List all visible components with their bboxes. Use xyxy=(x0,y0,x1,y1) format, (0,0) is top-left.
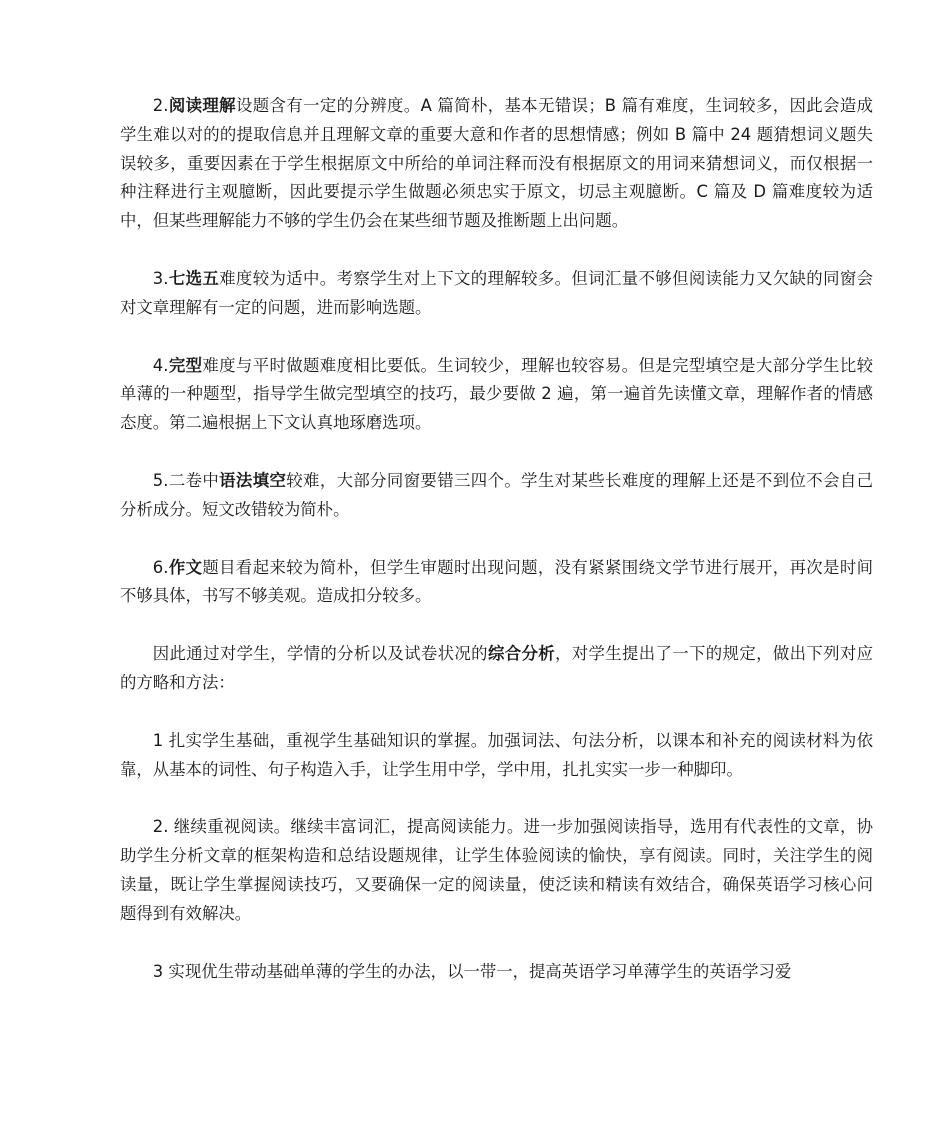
paragraph-gap xyxy=(120,236,873,265)
paragraph-number: 2. xyxy=(152,96,169,115)
paragraph-gap xyxy=(120,525,873,554)
paragraph-text: 较难，大部分同窗要错三四个。学生对某些长难度的理解上还是不到位不会自己分析成分。短文改错较为简朴。 xyxy=(120,470,874,519)
paragraph-number: 6. xyxy=(152,557,169,577)
bold-term: 完型 xyxy=(168,355,203,375)
paragraph-text: 难度较为适中。考察学生对上下文的理解较多。但词汇量不够但阅读能力又欠缺的同窗会对文章理解有一定的问题，进而影响选题。 xyxy=(120,268,874,317)
paragraph-text: 题目看起来较为简朴，但学生审题时出现问题，没有紧紧围绕文学节进行展开，再次是时间不够具体，书写不够美观。造成扣分较多。 xyxy=(120,557,873,606)
paragraph-number: 5.二卷中 xyxy=(152,470,220,490)
bold-term: 综合分析 xyxy=(487,644,555,664)
paragraph-cloze xyxy=(120,352,873,438)
paragraph-gap xyxy=(120,611,873,640)
bold-term: 阅读理解 xyxy=(168,96,236,115)
paragraph-gap xyxy=(120,698,873,727)
paragraph-number: 4. xyxy=(152,355,169,375)
paragraph-gap xyxy=(120,784,873,813)
paragraph-seven-choose-five xyxy=(120,265,873,323)
paragraph-reading-comprehension xyxy=(120,92,873,236)
paragraph-strategy-3: 3 实现优生带动基础单薄的学生的办法，以一带一，提高英语学习单薄学生的英语学习爱 xyxy=(152,961,792,981)
paragraph-analysis-summary xyxy=(120,640,873,698)
paragraph-writing xyxy=(120,554,873,612)
bold-term: 语法填空 xyxy=(219,470,287,490)
paragraph-gap xyxy=(120,929,873,958)
paragraph-number: 3. xyxy=(152,268,169,288)
paragraph-text: 难度与平时做题难度相比要低。生词较少，理解也较容易。但是完型填空是大部分学生比较单薄的一种题型，指导学生做完型填空的技巧，最少要做 2 遍，第一遍首先读懂文章，理解作者的情感态度。第二遍根据上下文认真地琢磨选项。 xyxy=(120,355,873,433)
paragraph-text: 设题含有一定的分辨度。A 篇简朴，基本无错误；B 篇有难度，生词较多，因此会造成学生难以对的的提取信息并且理解文章的重要大意和作者的思想情感；例如 B 篇中 24 题猜想词义题失误较多，重要因素在于学生根据原文中所给的单词注释而没有根据原文的用词来猜想词义，而仅根据一种注释进行主观臆断，因此要提示学生做题必须忠实于原文，切忌主观臆断。C 篇及 D 篇难度较为适中，但某些理解能力不够的学生仍会在某些细节题及推断题上出问题。 xyxy=(120,96,873,231)
paragraph-gap xyxy=(120,323,873,352)
paragraph-strategy-1: 1 扎实学生基础，重视学生基础知识的掌握。加强词法、句法分析，以课本和补充的阅读材料为依靠，从基本的词性、句子构造入手，让学生用中学，学中用，扎扎实实一步一种脚印。 xyxy=(120,730,873,779)
bold-term: 作文 xyxy=(168,557,203,577)
bold-term: 七选五 xyxy=(168,268,220,288)
paragraph-grammar-fill xyxy=(120,467,873,525)
paragraph-strategy-2: 2. 继续重视阅读。继续丰富词汇，提高阅读能力。进一步加强阅读指导，选用有代表性的文章，协助学生分析文章的框架构造和总结设题规律，让学生体验阅读的愉快，享有阅读。同时，关注学生的阅读量，既让学生掌握阅读技巧，又要确保一定的阅读量，使泛读和精读有效结合，确保英语学习核心问题得到有效解决。 xyxy=(120,817,873,923)
paragraph-gap xyxy=(120,438,873,467)
paragraph-text: ，对学生提出了一下的规定，做出下列对应的方略和方法： xyxy=(120,644,874,692)
paragraph-text: 因此通过对学生，学情的分析以及试卷状况的 xyxy=(152,644,488,664)
